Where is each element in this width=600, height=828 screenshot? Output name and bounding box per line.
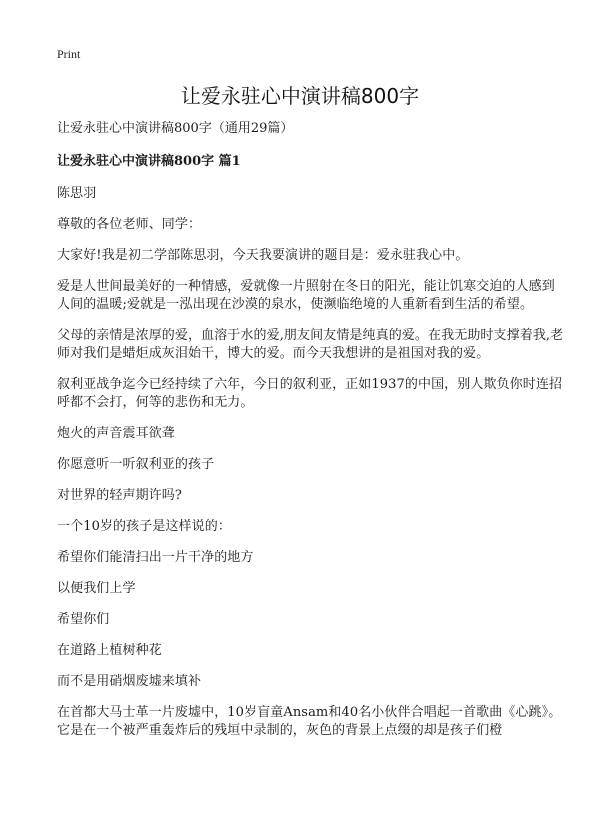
document-body — [57, 120, 567, 753]
poem-line: 而不是用硝烟废墟来填补 — [57, 674, 202, 689]
poem-line: 以便我们上学 — [57, 581, 136, 596]
paragraph: 父母的亲情是浓厚的爱，血溶于水的爱,朋友间友情是纯真的爱。在我无助时支撑着我,老师对我们是蜡炬成灰泪始干，博大的爱。而今天我想讲的是祖国对我的爱。 — [57, 328, 564, 361]
paragraph: 大家好!我是初二学部陈思羽，今天我要演讲的题目是：爱永驻我心中。 — [57, 248, 469, 263]
paragraph: 叙利亚战争迄今已经持续了六年，今日的叙利亚，正如1937的中国，别人欺负你时连招呼都不会打，何等的悲伤和无力。 — [57, 377, 563, 410]
section-heading: 让爱永驻心中演讲稿800字 篇1 — [57, 154, 241, 169]
document-subtitle: 让爱永驻心中演讲稿800字（通用29篇） — [57, 121, 294, 136]
poem-line: 希望你们能清扫出一片干净的地方 — [57, 550, 254, 565]
salutation: 尊敬的各位老师、同学： — [57, 217, 202, 232]
paragraph: 爱是人世间最美好的一种情感，爱就像一片照射在冬日的阳光，能让饥寒交迫的人感到人间的温暖;爱就是一泓出现在沙漠的泉水，使濒临绝境的人重新看到生活的希望。 — [57, 279, 555, 312]
poem-line: 炮火的声音震耳欲聋 — [57, 426, 175, 441]
poem-line: 在道路上植树种花 — [57, 643, 162, 658]
poem-line: 一个10岁的孩子是这样说的： — [57, 519, 231, 534]
poem-line: 希望你们 — [57, 612, 110, 627]
poem-line: 你愿意听一听叙利亚的孩子 — [57, 457, 215, 472]
print-label[interactable]: Print — [57, 47, 81, 61]
paragraph: 在首都大马士革一片废墟中，10岁盲童Ansam和40名小伙伴合唱起一首歌曲《心跳》。它是在一个被严重轰炸后的残垣中录制的，灰色的背景上点缀的却是孩子们橙 — [57, 705, 562, 738]
author-name: 陈思羽 — [57, 186, 97, 201]
document-title: 让爱永驻心中演讲稿800字 — [180, 84, 420, 108]
poem-line: 对世界的轻声期许吗? — [57, 488, 182, 503]
